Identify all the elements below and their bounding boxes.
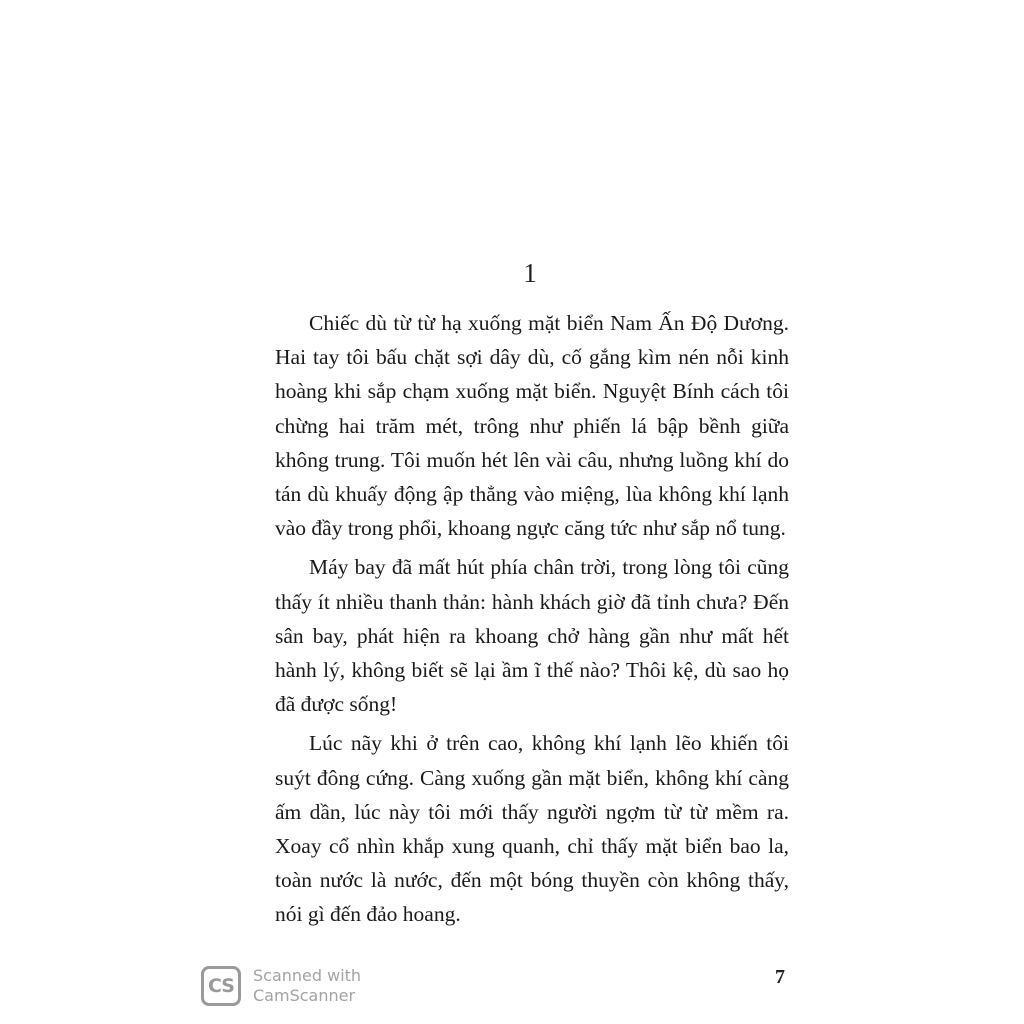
watermark-line-2: CamScanner — [253, 986, 356, 1005]
paragraph-1: Chiếc dù từ từ hạ xuống mặt biển Nam Ấn Độ Dương. Hai tay tôi bấu chặt sợi dây dù, cố gắng kìm nén nỗi kinh hoàng khi sắp chạm xuống mặt biển. Nguyệt Bính cách tôi chừng hai trăm mét, trông như phiến lá bập bềnh giữa không trung. Tôi muốn hét lên vài câu, nhưng luồng khí do tán dù khuấy động ập thẳng vào miệng, lùa không khí lạnh vào đầy trong phổi, khoang ngực căng tức như sắp nổ tung. — [275, 311, 789, 541]
watermark-text — [253, 966, 361, 1006]
camscanner-logo-icon: CS — [201, 966, 241, 1006]
body-text — [275, 306, 789, 937]
page-number: 7 — [775, 966, 785, 988]
paragraph-3: Lúc nãy khi ở trên cao, không khí lạnh lẽo khiến tôi suýt đông cứng. Càng xuống gần mặt biển, không khí càng ấm dần, lúc này tôi mới thấy người ngợm từ từ mềm ra. Xoay cổ nhìn khắp xung quanh, chỉ thấy mặt biển bao la, toàn nước là nước, đến một bóng thuyền còn không thấy, nói gì đến đảo hoang. — [275, 731, 789, 927]
watermark-line-1: Scanned with — [253, 966, 362, 985]
chapter-number: 1 — [523, 258, 537, 288]
camscanner-watermark — [201, 966, 361, 1006]
paragraph-2: Máy bay đã mất hút phía chân trời, trong lòng tôi cũng thấy ít nhiều thanh thản: hành khách giờ đã tỉnh chưa? Đến sân bay, phát hiện ra khoang chở hàng gần như mất hết hành lý, không biết sẽ lại ầm ĩ thế nào? Thôi kệ, dù sao họ đã được sống! — [275, 555, 789, 717]
